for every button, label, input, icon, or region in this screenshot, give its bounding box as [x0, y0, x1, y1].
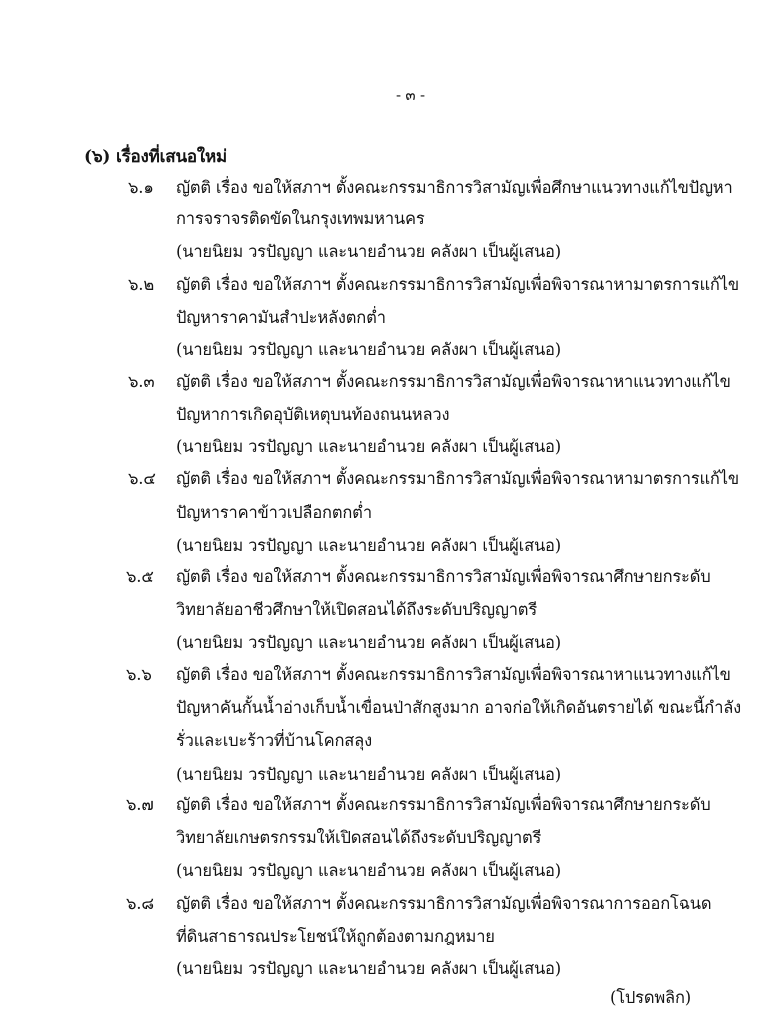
item-proposer: (นายนิยม วรปัญญา และนายอำนวย คลังผา เป็นผู้เสนอ) — [176, 536, 561, 555]
item-title-line: การจราจรติดขัดในกรุงเทพมหานคร — [176, 209, 425, 228]
item-title-line: รั่วและเบะร้าวที่บ้านโคกสลุง — [176, 731, 372, 750]
section-heading: (๖) เรื่องที่เสนอใหม่ — [84, 147, 227, 167]
item-title-line: ญัตติ เรื่อง ขอให้สภาฯ ตั้งคณะกรรมาธิการวิสามัญเพื่อพิจารณาหามาตรการแก้ไข — [176, 469, 739, 488]
item-title-line: ญัตติ เรื่อง ขอให้สภาฯ ตั้งคณะกรรมาธิการวิสามัญเพื่อพิจารณาศึกษายกระดับ — [176, 567, 711, 586]
item-number: ๖.๒ — [128, 275, 154, 294]
item-title-line: ปัญหาการเกิดอุบัติเหตุบนท้องถนนหลวง — [176, 405, 450, 424]
item-proposer: (นายนิยม วรปัญญา และนายอำนวย คลังผา เป็นผู้เสนอ) — [176, 242, 561, 261]
item-title-line: ปัญหาคันกั้นน้ำอ่างเก็บน้ำเขื่อนป่าสักสูงมาก อาจก่อให้เกิดอันตรายได้ ขณะนี้กำลัง — [176, 698, 742, 717]
item-title-line: ญัตติ เรื่อง ขอให้สภาฯ ตั้งคณะกรรมาธิการวิสามัญเพื่อพิจารณาศึกษายกระดับ — [176, 795, 711, 814]
item-title-line: ปัญหาราคามันสำปะหลังตกต่ำ — [176, 308, 386, 327]
item-title-line: วิทยาลัยอาชีวศึกษาให้เปิดสอนได้ถึงระดับปริญญาตรี — [176, 600, 537, 619]
page-number: - ๓ - — [396, 86, 425, 104]
item-number: ๖.๑ — [128, 178, 154, 197]
item-title-line: ญัตติ เรื่อง ขอให้สภาฯ ตั้งคณะกรรมาธิการวิสามัญเพื่อศึกษาแนวทางแก้ไขปัญหา — [176, 178, 733, 197]
item-number: ๖.๓ — [128, 372, 155, 391]
item-proposer: (นายนิยม วรปัญญา และนายอำนวย คลังผา เป็นผู้เสนอ) — [176, 959, 561, 978]
item-number: ๖.๖ — [126, 665, 152, 684]
item-title-line: ญัตติ เรื่อง ขอให้สภาฯ ตั้งคณะกรรมาธิการวิสามัญเพื่อพิจารณาการออกโฉนด — [176, 894, 712, 913]
item-title-line: ญัตติ เรื่อง ขอให้สภาฯ ตั้งคณะกรรมาธิการวิสามัญเพื่อพิจารณาหาแนวทางแก้ไข — [176, 372, 731, 391]
item-title-line: วิทยาลัยเกษตรกรรมให้เปิดสอนได้ถึงระดับปริญญาตรี — [176, 828, 542, 847]
item-proposer: (นายนิยม วรปัญญา และนายอำนวย คลังผา เป็นผู้เสนอ) — [176, 633, 561, 652]
item-number: ๖.๗ — [126, 795, 154, 814]
item-title-line: ญัตติ เรื่อง ขอให้สภาฯ ตั้งคณะกรรมาธิการวิสามัญเพื่อพิจารณาหาแนวทางแก้ไข — [176, 665, 731, 684]
item-title-line: ปัญหาราคาข้าวเปลือกตกต่ำ — [176, 503, 372, 522]
turn-page-note: (โปรดพลิก) — [610, 988, 691, 1007]
item-title-line: ญัตติ เรื่อง ขอให้สภาฯ ตั้งคณะกรรมาธิการวิสามัญเพื่อพิจารณาหามาตรการแก้ไข — [176, 275, 739, 294]
item-number: ๖.๔ — [128, 469, 156, 488]
item-proposer: (นายนิยม วรปัญญา และนายอำนวย คลังผา เป็นผู้เสนอ) — [176, 765, 561, 784]
item-proposer: (นายนิยม วรปัญญา และนายอำนวย คลังผา เป็นผู้เสนอ) — [176, 861, 561, 880]
item-proposer: (นายนิยม วรปัญญา และนายอำนวย คลังผา เป็นผู้เสนอ) — [176, 437, 561, 456]
item-proposer: (นายนิยม วรปัญญา และนายอำนวย คลังผา เป็นผู้เสนอ) — [176, 340, 561, 359]
item-number: ๖.๘ — [126, 894, 154, 913]
item-title-line: ที่ดินสาธารณประโยชน์ให้ถูกต้องตามกฎหมาย — [176, 927, 495, 946]
item-number: ๖.๕ — [126, 567, 154, 586]
